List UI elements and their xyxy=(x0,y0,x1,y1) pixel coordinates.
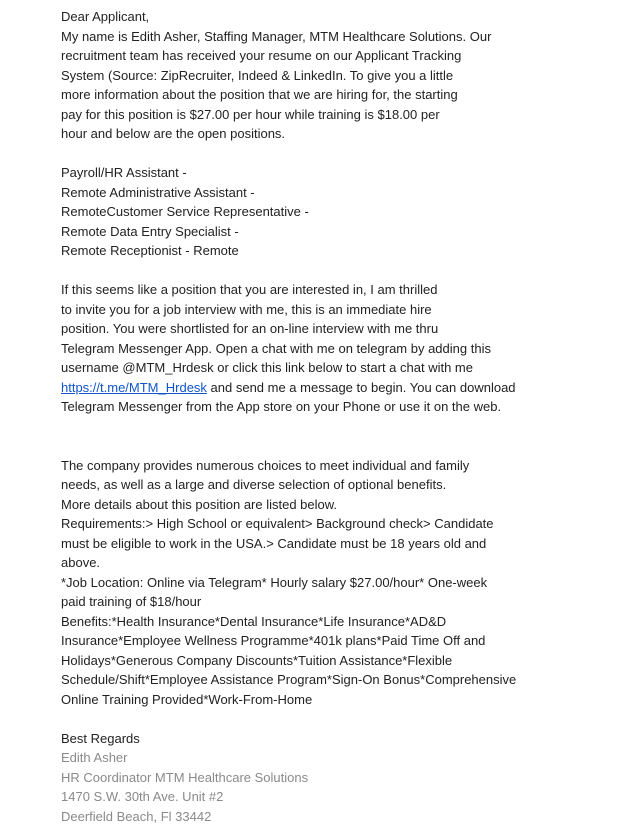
positions-list xyxy=(61,163,631,261)
paragraph-spacer xyxy=(61,436,631,456)
details-line: above. xyxy=(61,555,101,570)
telegram-link[interactable]: https://t.me/MTM_Hrdesk xyxy=(61,379,207,395)
invite-line: username @MTM_Hrdesk or click this link below to start a chat with me xyxy=(61,360,473,375)
intro-line: System (Source: ZipRecruiter, Indeed & LinkedIn. To give you a little xyxy=(61,67,454,83)
closing: Best Regards xyxy=(61,730,140,746)
details-line: Schedule/Shift*Employee Assistance Program*Sign-On Bonus*Comprehensive xyxy=(61,672,517,687)
intro-line: more information about the position that we are hiring for, the starting xyxy=(61,87,458,102)
email-body xyxy=(61,7,631,826)
invite-line: Telegram Messenger App. Open a chat with me on telegram by adding this xyxy=(61,340,491,356)
intro-line: hour and below are the open positions. xyxy=(61,126,286,141)
details-line: *Job Location: Online via Telegram* Hourly salary $27.00/hour* One-week xyxy=(61,574,488,590)
invite-line-tail: and send me a message to begin. You can download xyxy=(206,379,516,395)
invite-link-line xyxy=(61,378,631,398)
signature-title: HR Coordinator MTM Healthcare Solutions xyxy=(61,769,309,785)
intro-line: pay for this position is $27.00 per hour while training is $18.00 per xyxy=(61,106,440,122)
position-item: Remote Data Entry Specialist - xyxy=(61,223,239,239)
position-item: RemoteCustomer Service Representative - xyxy=(61,204,309,219)
details-line: Online Training Provided*Work-From-Home xyxy=(61,691,313,707)
signature-block xyxy=(61,748,631,826)
invite-line: Telegram Messenger from the App store on your Phone or use it on the web. xyxy=(61,399,502,414)
details-line: Insurance*Employee Wellness Programme*401k plans*Paid Time Off and xyxy=(61,633,486,648)
intro-paragraph xyxy=(61,27,631,144)
details-paragraph xyxy=(61,456,631,710)
signature-address: 1470 S.W. 30th Ave. Unit #2 xyxy=(61,789,224,804)
details-line: Holidays*Generous Company Discounts*Tuition Assistance*Flexible xyxy=(61,652,453,668)
invite-line: If this seems like a position that you are interested in, I am thrilled xyxy=(61,282,438,297)
paragraph-spacer xyxy=(61,261,631,281)
details-line: needs, as well as a large and diverse selection of optional benefits. xyxy=(61,477,447,492)
signature-city: Deerfield Beach, Fl 33442 xyxy=(61,808,212,824)
invite-line: to invite you for a job interview with me, this is an immediate hire xyxy=(61,301,432,317)
paragraph-spacer xyxy=(61,709,631,729)
greeting: Dear Applicant, xyxy=(61,9,150,24)
position-item: Payroll/HR Assistant - xyxy=(61,165,187,180)
position-item: Remote Administrative Assistant - xyxy=(61,184,255,200)
invite-line: position. You were shortlisted for an on-line interview with me thru xyxy=(61,321,439,336)
signature-name: Edith Asher xyxy=(61,750,128,765)
paragraph-spacer xyxy=(61,144,631,164)
position-item: Remote Receptionist - Remote xyxy=(61,243,239,258)
details-line: The company provides numerous choices to meet individual and family xyxy=(61,457,470,473)
details-line: More details about this position are listed below. xyxy=(61,496,338,512)
details-line: must be eligible to work in the USA.> Candidate must be 18 years old and xyxy=(61,535,487,551)
intro-line: My name is Edith Asher, Staffing Manager, MTM Healthcare Solutions. Our xyxy=(61,28,492,44)
invite-paragraph xyxy=(61,280,631,417)
paragraph-spacer xyxy=(61,417,631,437)
details-line: Requirements:> High School or equivalent> Background check> Candidate xyxy=(61,516,494,531)
details-line: paid training of $18/hour xyxy=(61,594,202,609)
intro-line: recruitment team has received your resume on our Applicant Tracking xyxy=(61,48,462,63)
details-line: Benefits:*Health Insurance*Dental Insurance*Life Insurance*AD&D xyxy=(61,613,447,629)
